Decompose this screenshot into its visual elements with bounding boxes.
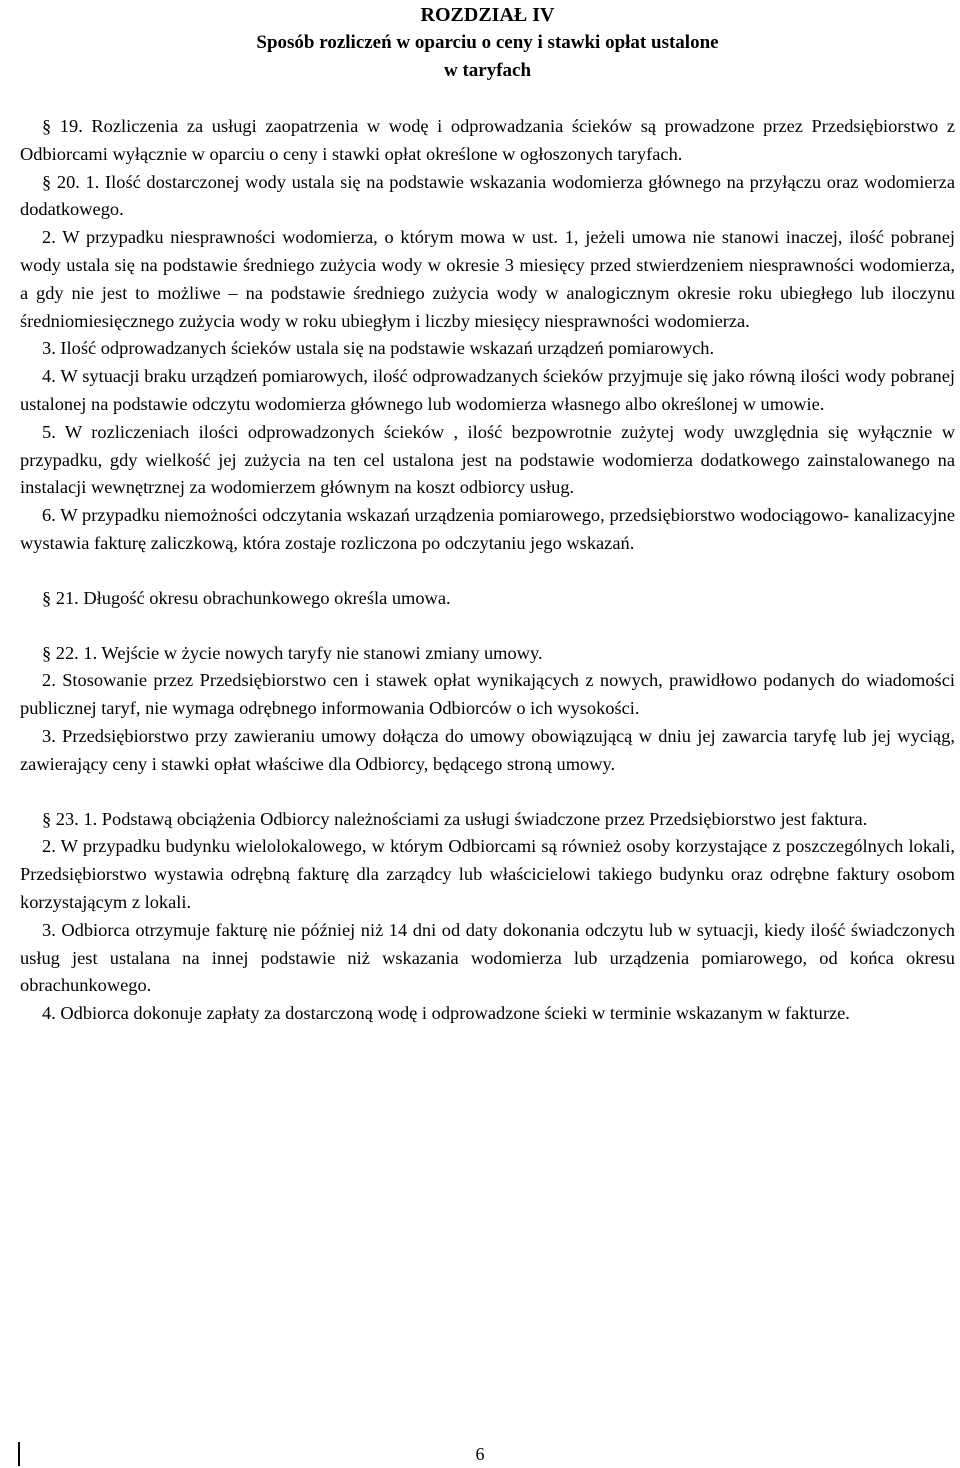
paragraph-21: § 21. Długość okresu obrachunkowego określa umowa.: [42, 587, 451, 608]
paragraph-23-1: § 23. 1. Podstawą obciążenia Odbiorcy należnościami za usługi świadczone przez Przedsiębiorstwo jest faktura.: [42, 808, 868, 829]
document-page: [20, 0, 955, 1028]
paragraph-20-4: 4. W sytuacji braku urządzeń pomiarowych, ilość odprowadzanych ścieków przyjmuje się jako równą ilości wody pobranej ustalonej na podstawie odczytu wodomierza głównego lub wodomierza własnego albo określonej w umowie.: [20, 366, 955, 414]
paragraph-22-2: 2. Stosowanie przez Przedsiębiorstwo cen i stawek opłat wynikających z nowych, prawidłowo podanych do wiadomości publicznej taryf, nie wymaga odrębnego informowania Odbiorców o ich wysokości.: [20, 670, 955, 719]
chapter-heading: ROZDZIAŁ IV: [420, 4, 555, 26]
paragraph-20-2: 2. W przypadku niesprawności wodomierza, o którym mowa w ust. 1, jeżeli umowa nie stanowi inaczej, ilość pobranej wody ustala się na podstawie średniego zużycia wody w okresie 3 miesięcy przed stwierdzeniem niesprawności wodomierza, a gdy nie jest to możliwe – na podstawie średniego zużycia wody w analogicznym okresie roku ubiegłego lub iloczynu średniomiesięcznego zużycia wody w roku ubiegłym i liczby miesięcy niesprawności wodomierza.: [20, 227, 955, 331]
paragraph-23-2: 2. W przypadku budynku wielolokalowego, w którym Odbiorcami są również osoby korzystające z poszczególnych lokali, Przedsiębiorstwo wystawia odrębną fakturę dla zarządcy lub właścicielowi takiego budynku oraz odrębne faktury osobom korzystającym z lokali.: [20, 836, 955, 912]
page-number: 6: [475, 1444, 485, 1464]
paragraph-20-3: 3. Ilość odprowadzanych ścieków ustala się na podstawie wskazań urządzeń pomiarowych.: [42, 338, 715, 359]
paragraph-23-4: 4. Odbiorca dokonuje zapłaty za dostarczoną wodę i odprowadzone ścieki w terminie wskazanym w fakturze.: [42, 1003, 850, 1024]
page-footer: [0, 1440, 960, 1468]
paragraph-22-3: 3. Przedsiębiorstwo przy zawieraniu umowy dołącza do umowy obowiązującą w dniu jej zawarcia taryfę lub jej wyciąg, zawierający ceny i stawki opłat właściwe dla Odbiorcy, będącego stroną umowy.: [20, 725, 955, 774]
chapter-title-line-2: w taryfach: [443, 60, 532, 81]
chapter-title-line-1: Sposób rozliczeń w oparciu o ceny i stawki opłat ustalone: [256, 32, 719, 53]
paragraph-23-3: 3. Odbiorca otrzymuje fakturę nie później niż 14 dni od daty dokonania odczytu lub w sytuacji, kiedy ilość świadczonych usług jest ustalana na innej podstawie niż wskazania wodomierza lub urządzenia pomiarowego, od końca okresu obrachunkowego.: [20, 919, 955, 996]
paragraph-20-6: 6. W przypadku niemożności odczytania wskazań urządzenia pomiarowego, przedsiębiorstwo wodociągowo- kanalizacyjne wystawia fakturę zaliczkową, która zostaje rozliczona po odczytaniu jego wskazań.: [20, 505, 955, 553]
paragraph-20-1: § 20. 1. Ilość dostarczonej wody ustala się na podstawie wskazania wodomierza głównego na przyłączu oraz wodomierza dodatkowego.: [20, 171, 955, 220]
paragraph-20-5: 5. W rozliczeniach ilości odprowadzonych ścieków , ilość bezpowrotnie zużytej wody uwzględnia się wyłącznie w przypadku, gdy wielkość jej zużycia na ten cel ustalona jest na podstawie wodomierza dodatkowego zainstalowanego na instalacji wewnętrznej za wodomierzem głównym na koszt odbiorcy usług.: [20, 421, 955, 498]
paragraph-19: § 19. Rozliczenia za usługi zaopatrzenia w wodę i odprowadzania ścieków są prowadzone przez Przedsiębiorstwo z Odbiorcami wyłącznie w oparciu o ceny i stawki opłat określone w ogłoszonych taryfach.: [20, 116, 955, 164]
paragraph-22-1: § 22. 1. Wejście w życie nowych taryfy nie stanowi zmiany umowy.: [42, 642, 543, 663]
